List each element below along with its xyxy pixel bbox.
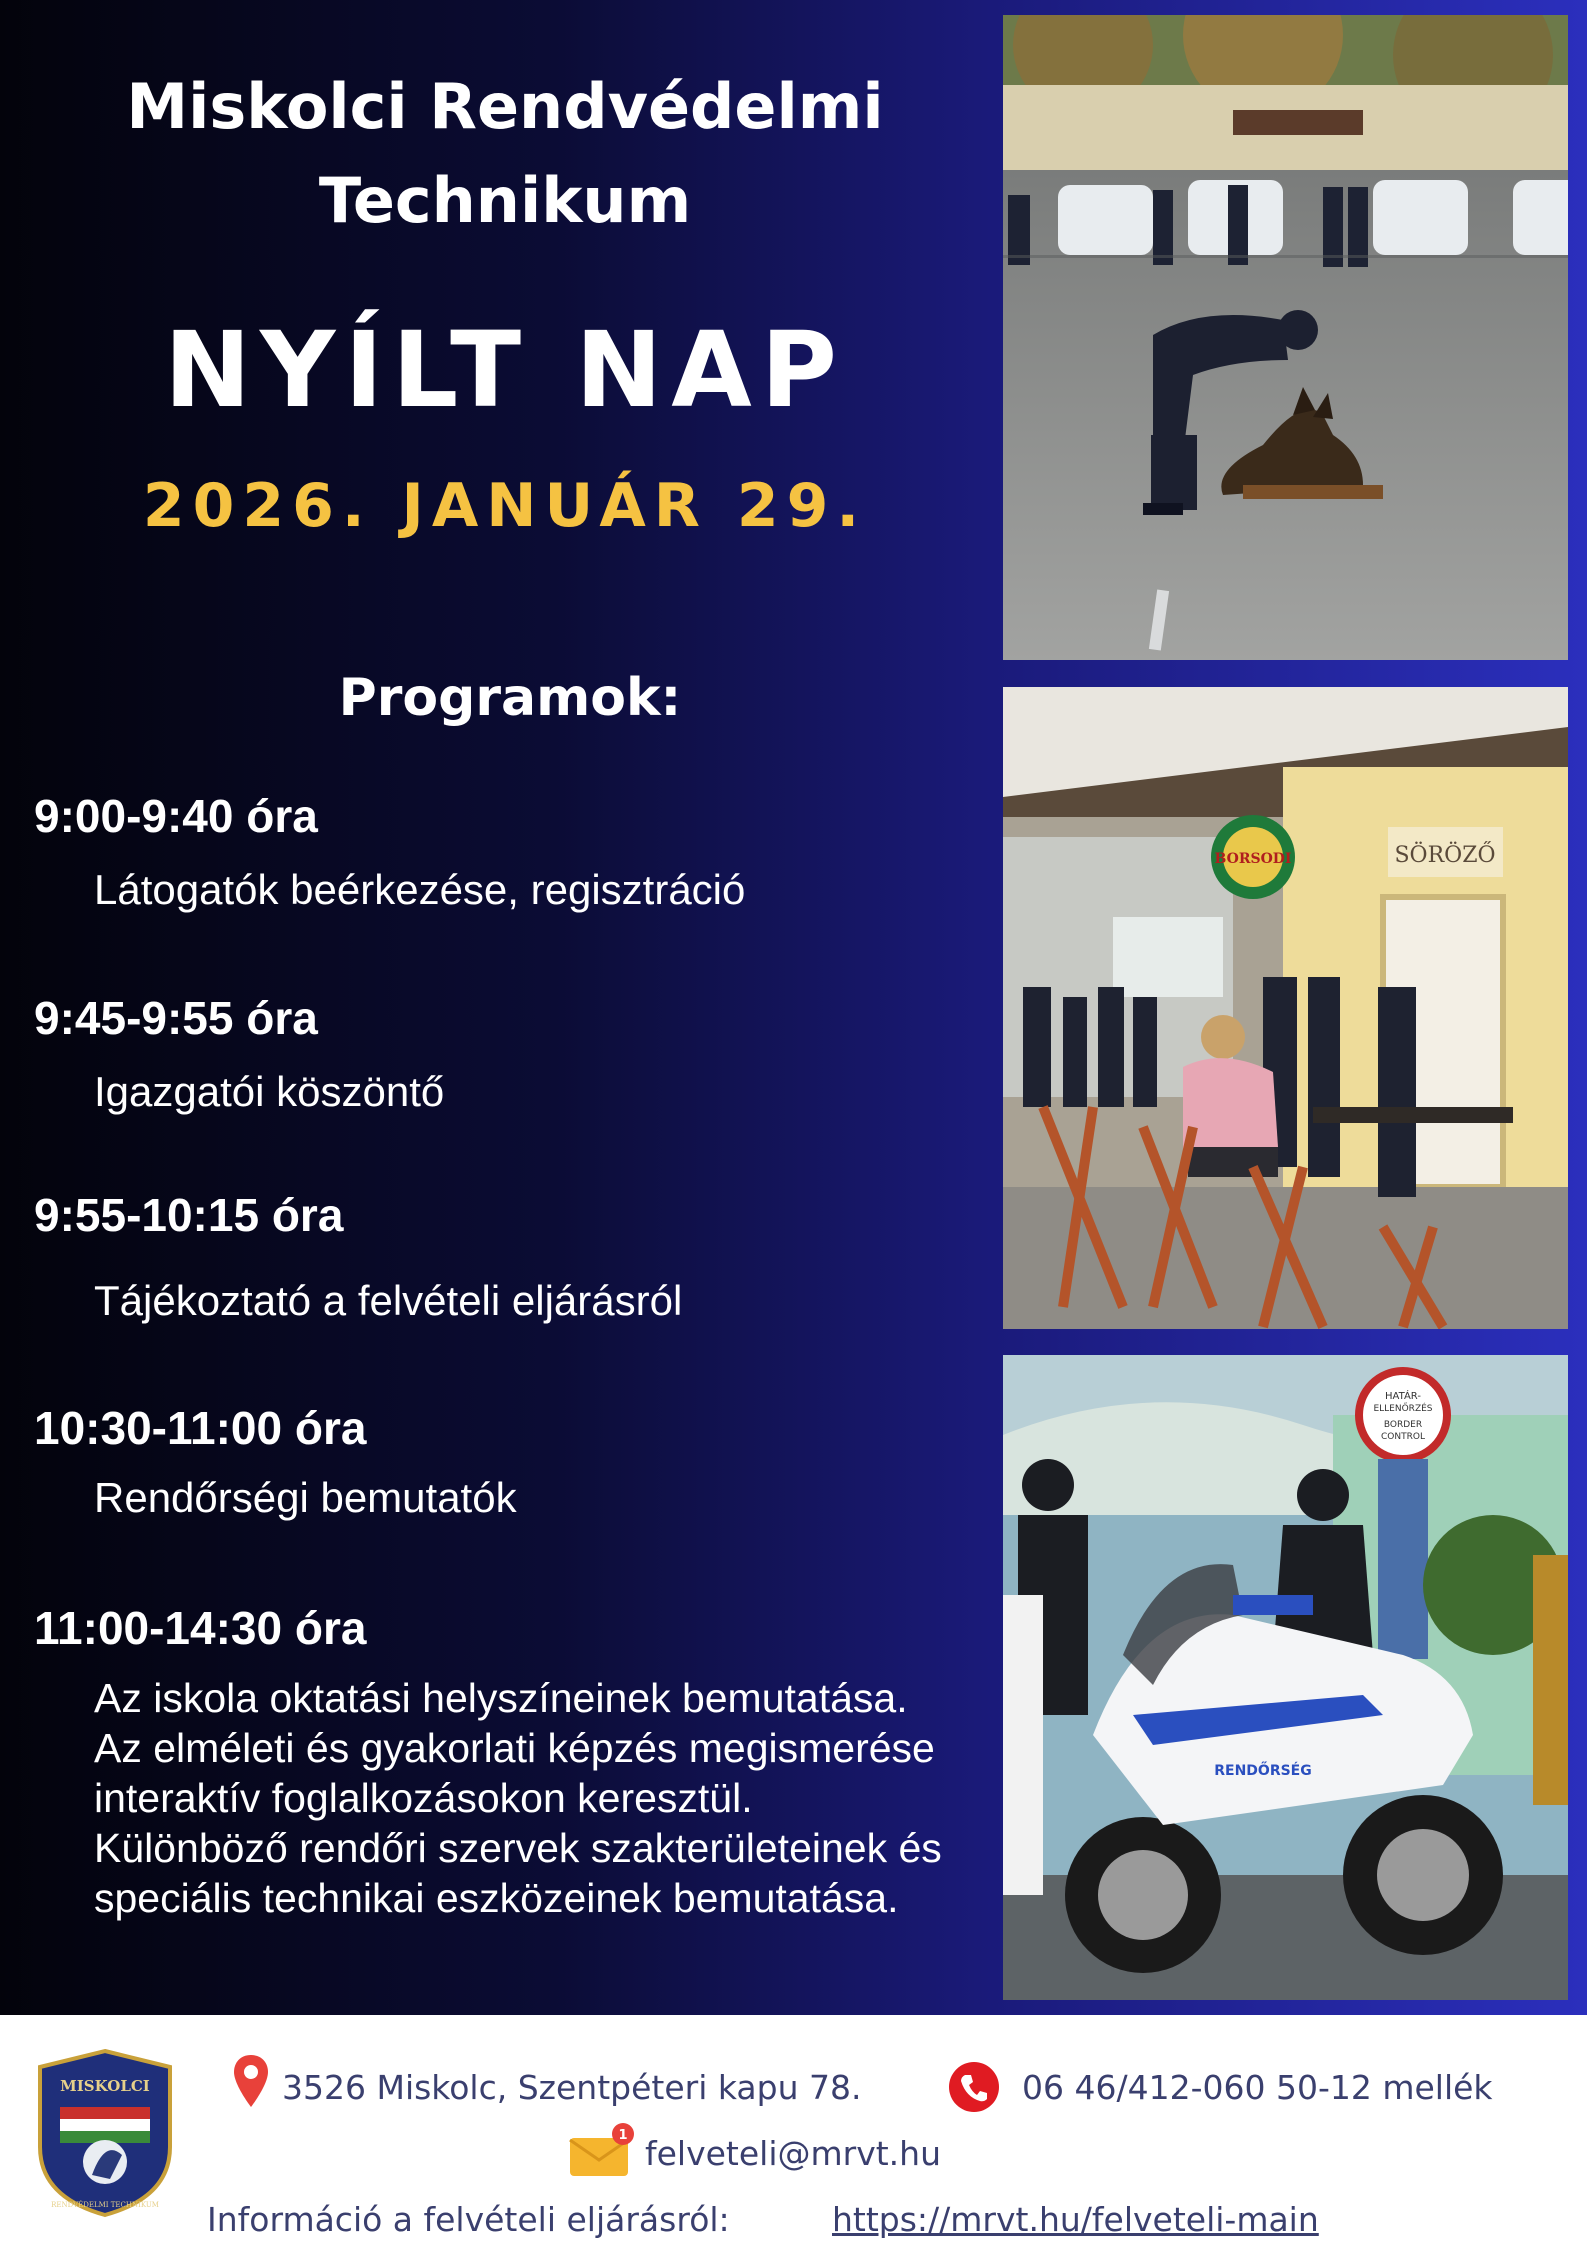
logo-top-text: MISKOLCI — [60, 2077, 150, 2095]
program-item — [34, 790, 746, 913]
photo-dog-handler — [1003, 15, 1568, 660]
program-desc-line: speciális technikai eszközeinek bemutatása. — [94, 1875, 899, 1921]
program-desc: Tájékoztató a felvételi eljárásról — [94, 1277, 683, 1324]
email-link[interactable]: felveteli@mrvt.hu — [645, 2134, 942, 2173]
school-name-line1: Miskolci Rendvédelmi — [126, 70, 884, 143]
phone-icon — [948, 2061, 1000, 2113]
address-text: 3526 Miskolc, Szentpéteri kapu 78. — [282, 2068, 862, 2107]
border-sign-line4: CONTROL — [1381, 1432, 1425, 1442]
school-name-line2: Technikum — [318, 164, 692, 237]
email-envelope-icon — [568, 2120, 638, 2180]
program-desc-line: interaktív foglalkozásokon keresztül. — [94, 1775, 753, 1821]
border-sign-line1: HATÁR- — [1385, 1391, 1421, 1402]
motorcycle-text: RENDŐRSÉG — [1214, 1763, 1312, 1779]
school-logo-icon — [30, 2047, 180, 2219]
phone-text: 06 46/412-060 50-12 mellék — [1022, 2068, 1493, 2107]
logo-bottom-text: RENDVÉDELMI TECHNIKUM — [51, 2201, 159, 2209]
beer-sign-text: BORSODI — [1214, 851, 1292, 867]
location-pin-icon — [232, 2053, 270, 2111]
pub-sign-text: SÖRÖZŐ — [1394, 843, 1496, 868]
program-time: 11:00-14:30 óra — [34, 1602, 367, 1654]
program-desc: Látogatók beérkezése, regisztráció — [94, 866, 746, 913]
program-time: 9:00-9:40 óra — [34, 790, 318, 842]
border-sign-line2: ELLENŐRZÉS — [1373, 1404, 1433, 1414]
program-desc: Rendőrségi bemutatók — [94, 1474, 517, 1521]
program-time: 9:55-10:15 óra — [34, 1189, 344, 1241]
program-time: 10:30-11:00 óra — [34, 1402, 367, 1454]
program-item — [34, 992, 445, 1115]
program-desc-line: Különböző rendőri szervek szakterületeinek és — [94, 1825, 942, 1871]
program-desc-lines — [94, 1673, 942, 1923]
program-desc-line: Az elméleti és gyakorlati képzés megismerése — [94, 1725, 935, 1771]
footer — [0, 2015, 1587, 2245]
program-desc-line: Az iskola oktatási helyszíneinek bemutatása. — [94, 1675, 908, 1721]
border-sign-line3: BORDER — [1383, 1420, 1423, 1430]
event-date: 2026. JANUÁR 29. — [142, 471, 868, 541]
program-item — [34, 1189, 683, 1324]
info-label: Információ a felvételi eljárásról: — [207, 2200, 730, 2239]
program-heading: Programok: — [338, 668, 682, 728]
program-time: 9:45-9:55 óra — [34, 992, 318, 1044]
program-item — [34, 1402, 517, 1521]
info-url-link[interactable]: https://mrvt.hu/felveteli-main — [832, 2200, 1319, 2239]
program-item — [34, 1602, 942, 1923]
event-title: NYÍLT NAP — [164, 309, 846, 431]
photo-pub-scene — [1003, 687, 1568, 1329]
notification-count: 1 — [618, 2128, 628, 2143]
photo-police-motorcycle — [1003, 1355, 1568, 2000]
program-desc: Igazgatói köszöntő — [94, 1068, 445, 1115]
